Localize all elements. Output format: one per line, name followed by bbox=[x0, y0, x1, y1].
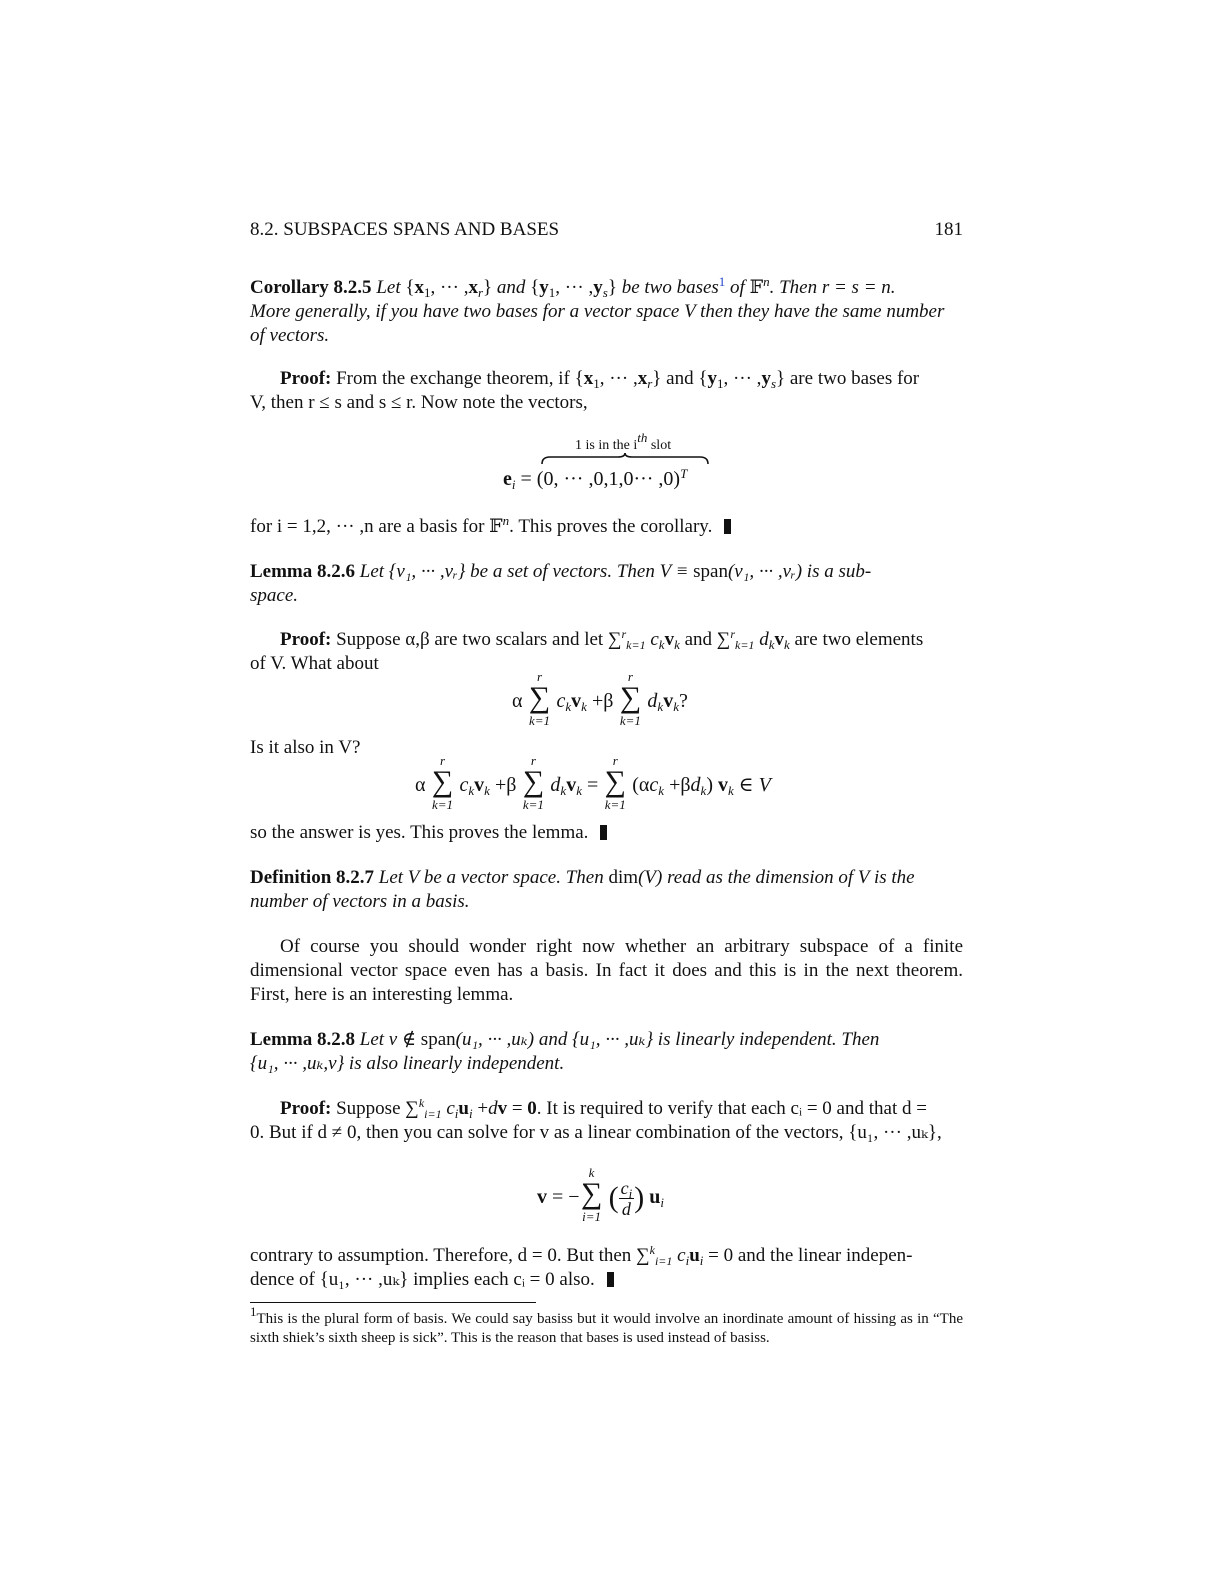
definition-label: Definition 8.2.7 bbox=[250, 867, 375, 888]
qed-mark bbox=[724, 519, 731, 534]
proof-corollary: Proof: From the exchange theorem, if {$x_1$, ··· $,x_r$} and {$y_1$, ··· $,y_s$} are two bases for V, then r ≤ s and s ≤ r. Now note the vectors, bbox=[250, 368, 920, 413]
solve-for-v-equation: v = − k ∑ i=1 ( $\frac{c_i}{d}$ ) $u_i$ bbox=[537, 1165, 664, 1224]
closure-equation: α r ∑ k=1 $c_kv_k +\beta$ r ∑ k=1 $d_kv_k$ = r ∑ k=1 $(\alpha c_k +\beta d_k)$ $v_k$ ∈ V bbox=[415, 753, 771, 812]
lemma-label: Lemma 8.2.6 bbox=[250, 561, 356, 582]
brace-label: 1 is in the ith slot bbox=[575, 430, 672, 453]
lemma-8-2-6: Lemma 8.2.6 Let {v₁, ··· ,vᵣ} be a set of vectors. Then V ≡ span(v₁, ··· ,vᵣ) is a sub- space. bbox=[250, 561, 872, 606]
lemma-8-2-8: Lemma 8.2.8 Let v ∉ span(u₁, ··· ,uₖ) and {u₁, ··· ,uₖ} is linearly independent. Then {u₁, ··· ,uₖ,v} is also linearly independent. bbox=[250, 1029, 880, 1074]
corollary-8-2-5: Corollary 8.2.5 Let {$x_1$, ··· $,x_r$} and {$y_1$, ··· $,y_s$} be two bases$^1$ of 𝔽$^n$. Then r = s = n. More generally, if you have two bases for a vector space V then they have the same number of vectors. bbox=[250, 274, 945, 346]
corollary-label: Corollary 8.2.5 bbox=[250, 277, 372, 298]
footnote: 1This is the plural form of basis. We could say basiss but it would involve an inordinate amount of hissing as in “The sixth shiek’s sixth sheep is sick”. This is the reason that bases is used instead of basiss. bbox=[250, 1304, 963, 1346]
running-header bbox=[250, 219, 963, 241]
proof-lemma-8-2-8-conclusion: contrary to assumption. Therefore, d = 0. But then ∑$^k_{i=1}$ $c_iu_i = 0$ and the linear indepen- dence of {u₁, ··· ,uₖ} implies each cᵢ = 0 also. bbox=[250, 1243, 913, 1290]
overbrace bbox=[540, 452, 710, 466]
linear-combination-eq: α r ∑ k=1 $c_kv_k +\beta$ r ∑ k=1 $d_kv_k$? bbox=[512, 669, 688, 728]
proof-conclusion: for i = 1,2, ··· ,n are a basis for 𝔽$^n$. This proves the corollary. bbox=[250, 514, 963, 539]
proof-label: Proof: bbox=[280, 368, 332, 389]
intro-paragraph: Of course you should wonder right now whether an arbitrary subspace of a finite dimensional vector space even has a basis. In fact it does and this is in the next theorem. First, here is an interesting lemma. bbox=[250, 936, 963, 1005]
definition-8-2-7: Definition 8.2.7 Let V be a vector space. Then dim(V) read as the dimension of V is the number of vectors in a basis. bbox=[250, 867, 915, 912]
page-number: 181 bbox=[934, 219, 963, 240]
footnote-rule bbox=[250, 1302, 536, 1303]
proof-lemma-8-2-6: Proof: Suppose α,β are two scalars and let ∑$^r_{k=1}$ $c_kv_k$ and ∑$^r_{k=1}$ $d_kv_k$ are two elements of V. What about bbox=[250, 627, 924, 674]
section-title: 8.2. SUBSPACES SPANS AND BASES bbox=[250, 219, 560, 240]
proof-lemma-8-2-8: Proof: Suppose ∑$^k_{i=1}$ $c_iu_i +dv = 0$. It is required to verify that each cᵢ = 0 and that d = 0. But if d ≠ 0, then you can solve for v as a linear combination of the vectors, {u₁, ··· ,uₖ}, bbox=[250, 1096, 942, 1143]
footnote-link[interactable]: 1 bbox=[718, 274, 726, 289]
lemma-label: Lemma 8.2.8 bbox=[250, 1029, 356, 1050]
qed-mark bbox=[600, 825, 607, 840]
question-line: Is it also in V? bbox=[250, 737, 361, 758]
proof-lemma-conclusion: so the answer is yes. This proves the lemma. bbox=[250, 821, 963, 845]
footnote-mark: 1 bbox=[250, 1304, 257, 1319]
basis-vector-equation: $e_i = (0$, ··· ,0,1,0··· ,0)$^T$ bbox=[503, 466, 688, 492]
qed-mark bbox=[607, 1272, 614, 1287]
